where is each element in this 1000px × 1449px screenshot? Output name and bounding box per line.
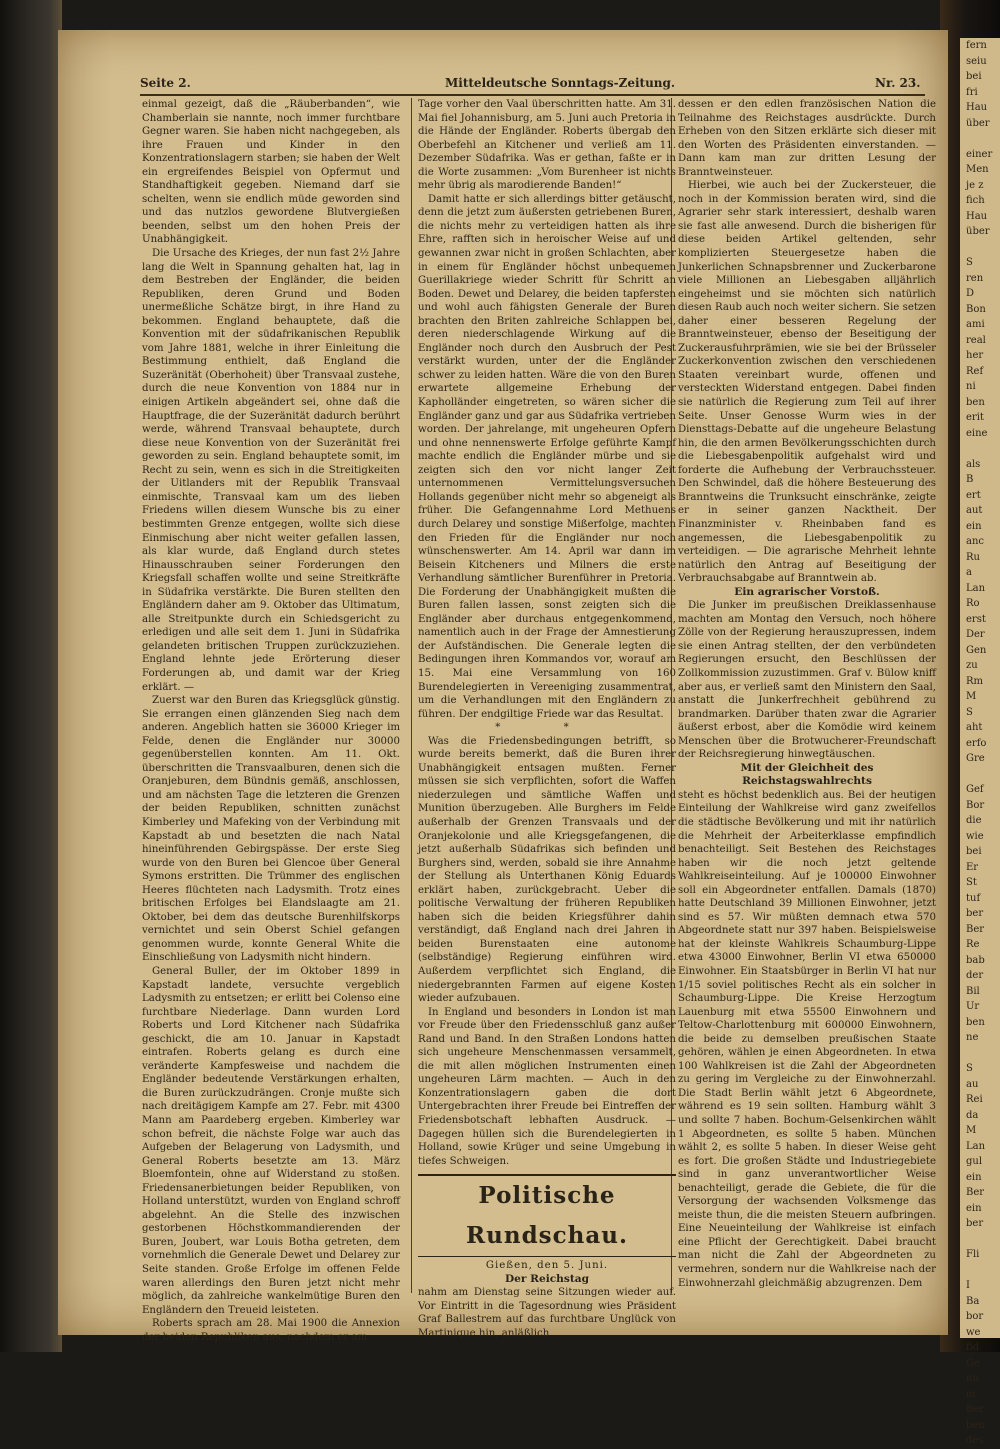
paragraph: General Buller, der im Oktober 1899 in Kapstadt landete, versuchte vergeblich Ladysmith zu entsetzen; er erlitt bei Colenso eine furchtbare Niederlage. Dann wurden Lord Roberts und Lord Kitchener nach Südafrika geschickt, die am 10. Januar in Kapstadt eintrafen. Roberts gelang es durch eine veränderte Kampfesweise und nachdem die Engländer bedeutende Verstärkungen erhalten, die Buren zurückzudrängen. Cronje mußte sich nach dreitägigem Kampfe am 27. Febr. mit 4300 Mann am Paardeberg ergeben. Kimberley war schon befreit, die nächste Folge war auch das Aufgeben der Belagerung von Ladysmith, und General Roberts besetzte am 13. März Bloemfontein, ohne auf Widerstand zu stoßen. Friedensanerbietungen beider Republiken, von Holland unterstützt, wurden von England schroff abgelehnt. An die Stelle des inzwischen gestorbenen Höchstkommandierenden der Buren, Joubert, war Louis Botha getreten, dem vornehmlich die Generale Dewet und Delarey zur Seite standen. Große Erfolge im offenen Felde waren allerdings den Buren jetzt nicht mehr möglich, da zahlreiche wankelmütige Buren den Engländern den Treueid leisteten.: [142, 966, 400, 1316]
adjacent-page-line: Ba: [966, 1295, 980, 1307]
paragraph: einmal gezeigt, daß die „Räuberbanden“, wie Chamberlain sie nannte, noch immer furchtbare Gegner waren. Sie haben nicht nachgegeben, als ihre Frauen und Kinder in den Konzentrationslagern starben; sie haben der Welt ein ergreifendes Beispiel von Opfermut und Standhaftigkeit gegeben. Niemand darf sie schelten, wenn sie endlich müde geworden sind und das nutzlos gewordene Blutvergießen beenden, selbst um den hohen Preis der Unabhängigkeit.: [142, 99, 400, 246]
adjacent-page-line: [960, 131, 1000, 147]
adjacent-page-line: [960, 767, 1000, 783]
adjacent-page-line: ren: [966, 272, 984, 284]
adjacent-page-line: die: [966, 815, 982, 826]
paragraph: Hierbei, wie auch bei der Zuckersteuer, die noch in der Kommission beraten wird, sind die Agrarier sehr stark interessiert, deshalb waren sie fast alle anwesend. Durch die bisherigen für diese beiden Artikel geltenden, sehr komplizierten Steuergesetze haben die Junkerlichen Schnapsbrenner und Zuckerbarone viele Millionen an Liebesgaben alljährlich eingeheimst und sie möchten sich natürlich diesen Raub auch noch weiter sichern. Sie setzen daher einer besseren Regelung der Branntweinsteuer, ebenso der Beseitigung der Zuckerausfuhrprämien, wie sie bei der Brüsseler Zuckerkonvention zwischen den verschiedenen Staaten vereinbart wurde, offenen und versteckten Widerstand entgegen. Dabei finden sie natürlich die Regierung zum Teil auf ihrer Seite. Unser Genosse Wurm wies in der Diensttags-Debatte auf die ungeheure Belastung hin, die den armen Bevölkerungsschichten durch die Liebesgabenpolitik aufgehalst wird und forderte die Aufhebung der Verbrauchssteuer. Den Schwindel, daß die höhere Besteuerung des Branntweins die Trunksucht einschränke, zeigte er in seiner ganzen Nacktheit. Der Finanzminister v. Rheinbaben fand es angemessen, die Liebesgabenpolitik zu verteidigen. — Die agrarische Mehrheit lehnte natürlich den Antrag auf Beseitigung der Verbrauchsabgabe auf Branntwein ab.: [678, 180, 936, 585]
subheading-agrarian: Ein agrarischer Vorstoß.: [734, 585, 880, 598]
adjacent-page-line: ne: [966, 1032, 979, 1043]
adjacent-page-line: aut: [966, 505, 983, 516]
adjacent-page-line: ben: [966, 1016, 985, 1028]
subheading-suffrage: Mit der Gleichheit des Reichstagswahlrechts: [740, 761, 874, 788]
adjacent-page-line: Lan: [966, 1140, 986, 1152]
adjacent-page-line: erst: [966, 613, 986, 625]
adjacent-page-line: [960, 240, 1000, 256]
adjacent-page-line: Bor: [966, 799, 985, 811]
adjacent-page-line: Gre: [966, 753, 985, 764]
adjacent-page-line: ben: [966, 1419, 985, 1431]
adjacent-page-fragment: [960, 38, 1000, 1446]
adjacent-page-line: a: [966, 567, 972, 578]
adjacent-page-line: we: [966, 1326, 981, 1338]
adjacent-page-line: ein: [966, 1202, 982, 1214]
adjacent-page-line: Ge: [966, 1357, 980, 1369]
adjacent-page-line: über: [966, 117, 990, 129]
adjacent-page-line: Ber: [966, 1404, 985, 1415]
adjacent-page-line: Lan: [966, 582, 986, 594]
adjacent-page-line: als: [966, 458, 981, 470]
adjacent-page-line: da: [966, 1109, 979, 1121]
adjacent-page-line: bei: [966, 71, 982, 82]
issue-number: Nr. 23.: [875, 76, 921, 90]
book-binding-left: [0, 0, 62, 1352]
paragraph: dessen er den edlen französischen Nation die Teilnahme des Reichstages ausdrückte. Durch Erheben von den Sitzen erklärte sich dieser mit den Worten des Präsidenten einverstanden. — Dann kam man zur dritten Lesung der Branntweinsteuer.: [678, 99, 936, 178]
paragraph: Was die Friedensbedingungen betrifft, so wurde bereits bemerkt, daß die Buren ihrer Unabhängigkeit entsagen mußten. Ferner müssen sie sich verpflichten, sofort die Waffen niederzulegen und sämtliche Waffen und Munition überzugeben. Alle Burghers im Felde außerhalb der Grenzen Transvaals und der Oranjekolonie und alle Kriegsgefangenen, die jetzt außerhalb Südafrikas sich befinden und Burghers sind, werden, sobald sie ihre Annahme der Stellung als Unterthanen König Eduards erklärt haben, zurückgebracht. Ueber die politische Verwaltung der früheren Republiken haben sich die beiden Kriegsführer dahin verständigt, daß England nach drei Jahren in beiden Burenstaaten eine autonome (selbständige) Regierung einführen wird. Außerdem verpflichtet sich England, die niedergebrannten Farmen auf eigene Kosten wieder aufzubauen.: [418, 735, 676, 1005]
adjacent-page-line: [960, 1046, 1000, 1062]
paragraph: In England und besonders in London ist man vor Freude über den Friedensschluß ganz außer Rand und Band. In den Straßen Londons hatten sich ungeheure Menschenmassen versammelt, die mit allen möglichen Instrumenten einen ungeheuren Lärm machten. — Auch in den Konzentrationslagern gaben die dort Untergebrachten ihrer Freude bei Eintreffen der Friedensbotschaft lebhaften Ausdruck. — Dagegen hüllen sich die Burendelegierten in Holland, sowie Krüger und seine Umgebung in tiefes Schweigen.: [418, 1006, 676, 1167]
dateline: Gießen, den 5. Juni.: [485, 1260, 609, 1272]
adjacent-page-line: Ur: [966, 1001, 980, 1012]
adjacent-page-line: ber: [966, 1218, 984, 1229]
adjacent-page-line: fri: [966, 86, 978, 98]
adjacent-page-line: ami: [966, 319, 985, 330]
paragraph: steht es höchst bedenklich aus. Bei der heutigen Einteilung der Wahlkreise wird ganz zweifellos die städtische Bevölkerung und mit ihr natürlich die Mehrheit der Arbeiterklasse empfindlich benachteiligt. Seit Bestehen des Reichstages haben wir die noch jetzt geltende Wahlkreiseinteilung. Auf je 100000 Einwohner soll ein Abgeordneter entfallen. Damals (1870) hatte Deutschland 39 Millionen Einwohner, jetzt sind es 57. Wir müßten demnach etwa 570 Abgeordnete statt nur 397 haben. Beispielsweise hat der kleinste Wahlkreis Schaumburg-Lippe etwa 43000 Einwohner, Berlin VI etwa 650000 Einwohner. Ein Staatsbürger in Berlin VI hat nur 1/15 soviel politisches Recht als ein solcher in Schaumburg-Lippe. Die Kreise Herzogtum Lauenburg mit etwa 55500 Einwohnern und Teltow-Charlottenburg mit 600000 Einwohnern, die beide zu demselben preußischen Staate gehören, wählen je einen Abgeordneten. In etwa 100 Wahlkreisen ist die Zahl der Abgeordneten zu gering im Vergleiche zu der Einwohnerzahl. Die Stadt Berlin wählt jetzt 6 Abgeordnete, während es 19 sein sollten. Hamburg wählt 3 und sollte 7 haben. Bochum-Gelsenkirchen wählt 1 Abgeordneten, es sollte 5 haben. München wählt 2, es sollte 5 haben. In dieser Weise geht es fort. Die großen Städte und Industriegebiete sind in ganz unverantwortlicher Weise benachteiligt, gerade die Gebiete, die für die Versorgung der wachsenden Volksmenge das meiste thun, die die meisten Steuern aufbringen. Eine Neueinteilung der Wahlkreise ist einfach eine Pflicht der Gerechtigkeit. Dabei braucht man nicht die Zahl der Abgeordneten zu vermehren, sondern nur die Wahlkreise nach der Einwohnerzahl gleichmäßig abzugrenzen. Dem: [678, 789, 936, 1289]
adjacent-page-line: seiu: [966, 55, 987, 67]
adjacent-page-line: ert: [966, 489, 981, 501]
column-middle: [418, 98, 676, 1339]
adjacent-page-line: bor: [966, 1311, 984, 1322]
adjacent-page-line: Ber: [966, 1187, 985, 1198]
adjacent-page-line: anc: [966, 536, 985, 547]
paragraph: Damit hatte er sich allerdings bitter getäuscht, denn die jetzt zum äußersten getriebenen Buren, die nichts mehr zu verteidigen hatten als ihre Ehre, rafften sich in heroischer Weise auf und gewannen zwar nicht in großen Schlachten, aber in einem für Engländer höchst unbequemen Guerillakriege wieder Schritt für Schritt an Boden. Dewet und Delarey, die beiden tapfersten und wohl auch fähigsten Generale der Buren brachten den Briten zahlreiche Schlappen bei, deren niederschlagende Wirkung auf die Engländer noch durch den Ausbruch der Pest verstärkt wurden, unter der die Engländer schwer zu leiden hatten. Wäre die von den Buren erwartete allgemeine Erhebung der Kapholländer eingetreten, so wären sicher die Engländer ganz und gar aus Südafrika vertrieben worden. Der jahrelange, mit ungeheuren Opfern und ohne nennenswerte Erfolge geführte Kampf machte endlich die Engländer mürbe und sie zeigten sich den vor nicht langer Zeit unternommenen Vermittelungsversuchen Hollands gegenüber nicht mehr so abgeneigt als früher. Die Gefangennahme Lord Methuens durch Delarey und sonstige Mißerfolge, machten den Frieden für die Engländer nur noch wünschenswerter. Am 14. April war dann im Beisein Kitcheners und Milners die erste Verhandlung sämtlicher Burenführer in Pretoria. Die Forderung der Unabhängigkeit mußten die Buren fallen lassen, sonst zeigten sich die Engländer aber durchaus entgegenkommend, namentlich auch in der Frage der Amnestierung der Aufständischen. Die Generale legten die Bedingungen ihren Kommandos vor, worauf am 15. Mai eine Versammlung von 160 Burendelegierten in Vereeniging zusammentrat, um die Verhandlungen mit den Engländern zu führen. Der endgiltige Friede war das Resultat.: [418, 193, 676, 720]
adjacent-page-line: real: [966, 334, 986, 346]
adjacent-page-line: Bil: [966, 985, 980, 997]
subheading-reichstag: Der Reichstag: [504, 1272, 590, 1285]
paragraph: Die Ursache des Krieges, der nun fast 2½ Jahre lang die Welt in Spannung gehalten hat, lag in dem Bestreben der Engländer, die beiden Republiken, deren Grund und Boden unermeßliche Schätze birgt, in ihre Hand zu bekommen. England behauptete, daß die Konvention mit der südafrikanischen Republik vom Jahre 1881, welche in ihrer Einleitung die Bestimmung enthielt, daß England die Suzeränität (Oberhoheit) über Transvaal zustehe, durch die neue Konvention von 1884 nur in einigen Artikeln abgeändert sei, ohne daß die Hauptfrage, die der Suzeränität dadurch berührt werde, während Transvaal behauptete, durch diese neue Konvention von der Suzeränität frei geworden zu sein. England behauptete somit, im Recht zu sein, wenn es sich in die Streitigkeiten der Uitlanders mit der Republik Transvaal einmischte, Transvaal kam um des lieben Friedens willen diesem Wunsche bis zu einer bestimmten Grenze entgegen, wollte sich diese Einmischung aber nicht weiter gefallen lassen, als klar wurde, daß England durch stetes Hinausschrauben seiner Forderungen den Kriegsfall schaffen wollte und seine Streitkräfte in Südafrika verstärkte. Die Buren stellten den Engländern daher am 9. Oktober das Ultimatum, alle Streitpunkte durch ein Schiedsgericht zu erledigen und alle seit dem 1. Juni in Südafrika gelandeten britischen Truppen zurückzuziehen. England lehnte jede Erörterung dieser Forderungen ab, und damit war der Krieg erklärt. —: [142, 248, 400, 693]
adjacent-page-line: m: [966, 1388, 976, 1400]
adjacent-page-line: des: [966, 1435, 984, 1446]
adjacent-page-line: Re: [966, 939, 980, 950]
column-rule: [411, 98, 412, 1293]
adjacent-page-line: erfo: [966, 737, 987, 749]
adjacent-page-line: Ref: [966, 365, 984, 377]
adjacent-page-line: Ro: [966, 598, 980, 609]
header-rule: [140, 94, 925, 96]
adjacent-page-line: S: [966, 257, 973, 268]
adjacent-page-line: [960, 441, 1000, 457]
adjacent-page-line: fid: [966, 1342, 980, 1353]
adjacent-page-line: Men: [966, 164, 989, 175]
adjacent-page-line: ben: [966, 396, 985, 408]
adjacent-page-line: zu: [966, 660, 978, 671]
column-left: [142, 98, 400, 1343]
adjacent-page-line: je z: [966, 179, 984, 191]
adjacent-page-line: über: [966, 226, 990, 237]
adjacent-page-line: M: [966, 691, 977, 702]
adjacent-page-line: bei: [966, 846, 982, 857]
adjacent-page-line: wie: [966, 830, 984, 842]
adjacent-page-line: Rm: [966, 675, 984, 687]
adjacent-page-line: Fli: [966, 1249, 980, 1260]
adjacent-page-line: Rei: [966, 1094, 983, 1105]
adjacent-page-line: tuf: [966, 892, 981, 904]
adjacent-page-line: Der: [966, 629, 985, 640]
adjacent-page-line: gul: [966, 1156, 983, 1167]
paragraph: nahm am Dienstag seine Sitzungen wieder auf. Vor Eintritt in die Tagesordnung wies Präsident Graf Ballestrem auf das furchtbare Unglück von Martinique hin, anläßlich: [418, 1287, 676, 1339]
adjacent-page-line: D: [966, 288, 975, 299]
paragraph: Zuerst war den Buren das Kriegsglück günstig. Sie errangen einen glänzenden Sieg nach dem anderen. Angeblich hatten sie 36000 Krieger im Felde, denen die Engländer nur 30000 gegenüberstellen konnten. Am 11. Okt. überschritten die Transvaalburen, denen sich die Oranjeburen, dem Bündnis gemäß, anschlossen, und am nächsten Tage die letzteren die Grenzen der beiden Republiken, schnitten zunächst Kimberley und Mafeking von der Verbindung mit Kapstadt ab und besetzten die nach Natal hineinführenden Gebirgspässe. Der erste Sieg wurde von den Buren bei Glencoe über General Symons erstritten. Die Trümmer des englischen Heeres flüchteten nach Ladysmith. Trotz eines britischen Erfolges bei Elandslaagte am 21. Oktober, bei dem das deutsche Burenhilfskorps vernichtet und sein Oberst Schiel gefangen genommen wurde, konnte General White die Einschließung von Ladysmith nicht hindern.: [142, 695, 400, 964]
adjacent-page-line: I: [966, 1280, 970, 1291]
adjacent-page-line: fern: [966, 40, 987, 51]
adjacent-page-text: [960, 38, 1000, 1449]
adjacent-page-line: ein: [966, 520, 982, 532]
adjacent-page-line: der: [966, 970, 984, 981]
adjacent-page-line: eine: [966, 427, 988, 439]
adjacent-page-line: B: [966, 474, 974, 485]
adjacent-page-line: St: [966, 877, 977, 888]
adjacent-page-line: Ru: [966, 551, 980, 563]
adjacent-page-line: fich: [966, 195, 985, 206]
adjacent-page-line: S: [966, 1063, 973, 1074]
adjacent-page-line: nu: [966, 1373, 979, 1384]
newspaper-title: Mitteldeutsche Sonntags-Zeitung.: [445, 76, 676, 90]
adjacent-page-line: au: [966, 1078, 979, 1090]
section-title-rundschau: Politische Rundschau.: [418, 1174, 676, 1257]
section-stars: * *: [495, 722, 599, 734]
adjacent-page-line: S: [966, 706, 973, 718]
paragraph: Die Junker im preußischen Dreiklassenhause machten am Montag den Versuch, noch höhere Zölle von der Regierung herauszupressen, indem sie einen Antrag stellten, der den verbündeten Regierungen ersucht, den Beschlüssen der Zollkommission zuzustimmen. Graf v. Bülow kniff aber aus, er verließ samt den Ministern den Saal, anstatt die Junkerfrechheit gebührend zu brandmarken. Darüber thaten zwar die Agrarier äußerst erbost, aber die Komödie wird keinem Menschen über die Brotwucherer-Freundschaft der Reichsregierung hinwegtäuschen.: [678, 600, 936, 761]
adjacent-page-line: einer: [966, 148, 993, 160]
adjacent-page-line: Ber: [966, 923, 985, 935]
column-right: [678, 98, 936, 1293]
adjacent-page-line: ni: [966, 381, 976, 392]
adjacent-page-line: Bon: [966, 303, 986, 315]
adjacent-page-line: ber: [966, 908, 984, 919]
running-head: [140, 76, 925, 96]
adjacent-page-line: Gef: [966, 784, 984, 795]
adjacent-page-line: bab: [966, 954, 985, 966]
adjacent-page-line: [960, 1232, 1000, 1248]
paragraph: Tage vorher den Vaal überschritten hatte. Am 31. Mai fiel Johannisburg, am 5. Juni auch Pretoria in die Hände der Engländer. Roberts übergab den Oberbefehl an Kitchener und verließ am 11. Dezember Südafrika. Was er gethan, faßte er in die Worte zusammen: „Vom Burenheer ist nichts mehr übrig als marodierende Banden!“: [418, 99, 676, 192]
adjacent-page-line: erit: [966, 412, 984, 423]
paragraph: Roberts sprach am 28. Mai 1900 die Annexion der beiden Republiken aus, nachdem er am: [142, 1318, 400, 1343]
adjacent-page-line: Hau: [966, 102, 988, 113]
adjacent-page-line: [960, 1263, 1000, 1279]
adjacent-page-line: her: [966, 350, 984, 361]
adjacent-page-line: aht: [966, 722, 983, 733]
adjacent-page-line: Gen: [966, 644, 987, 656]
adjacent-page-line: Er: [966, 861, 979, 873]
adjacent-page-line: ein: [966, 1171, 982, 1183]
page-number: Seite 2.: [140, 76, 191, 90]
adjacent-page-line: Hau: [966, 210, 988, 222]
adjacent-page-line: M: [966, 1125, 977, 1136]
